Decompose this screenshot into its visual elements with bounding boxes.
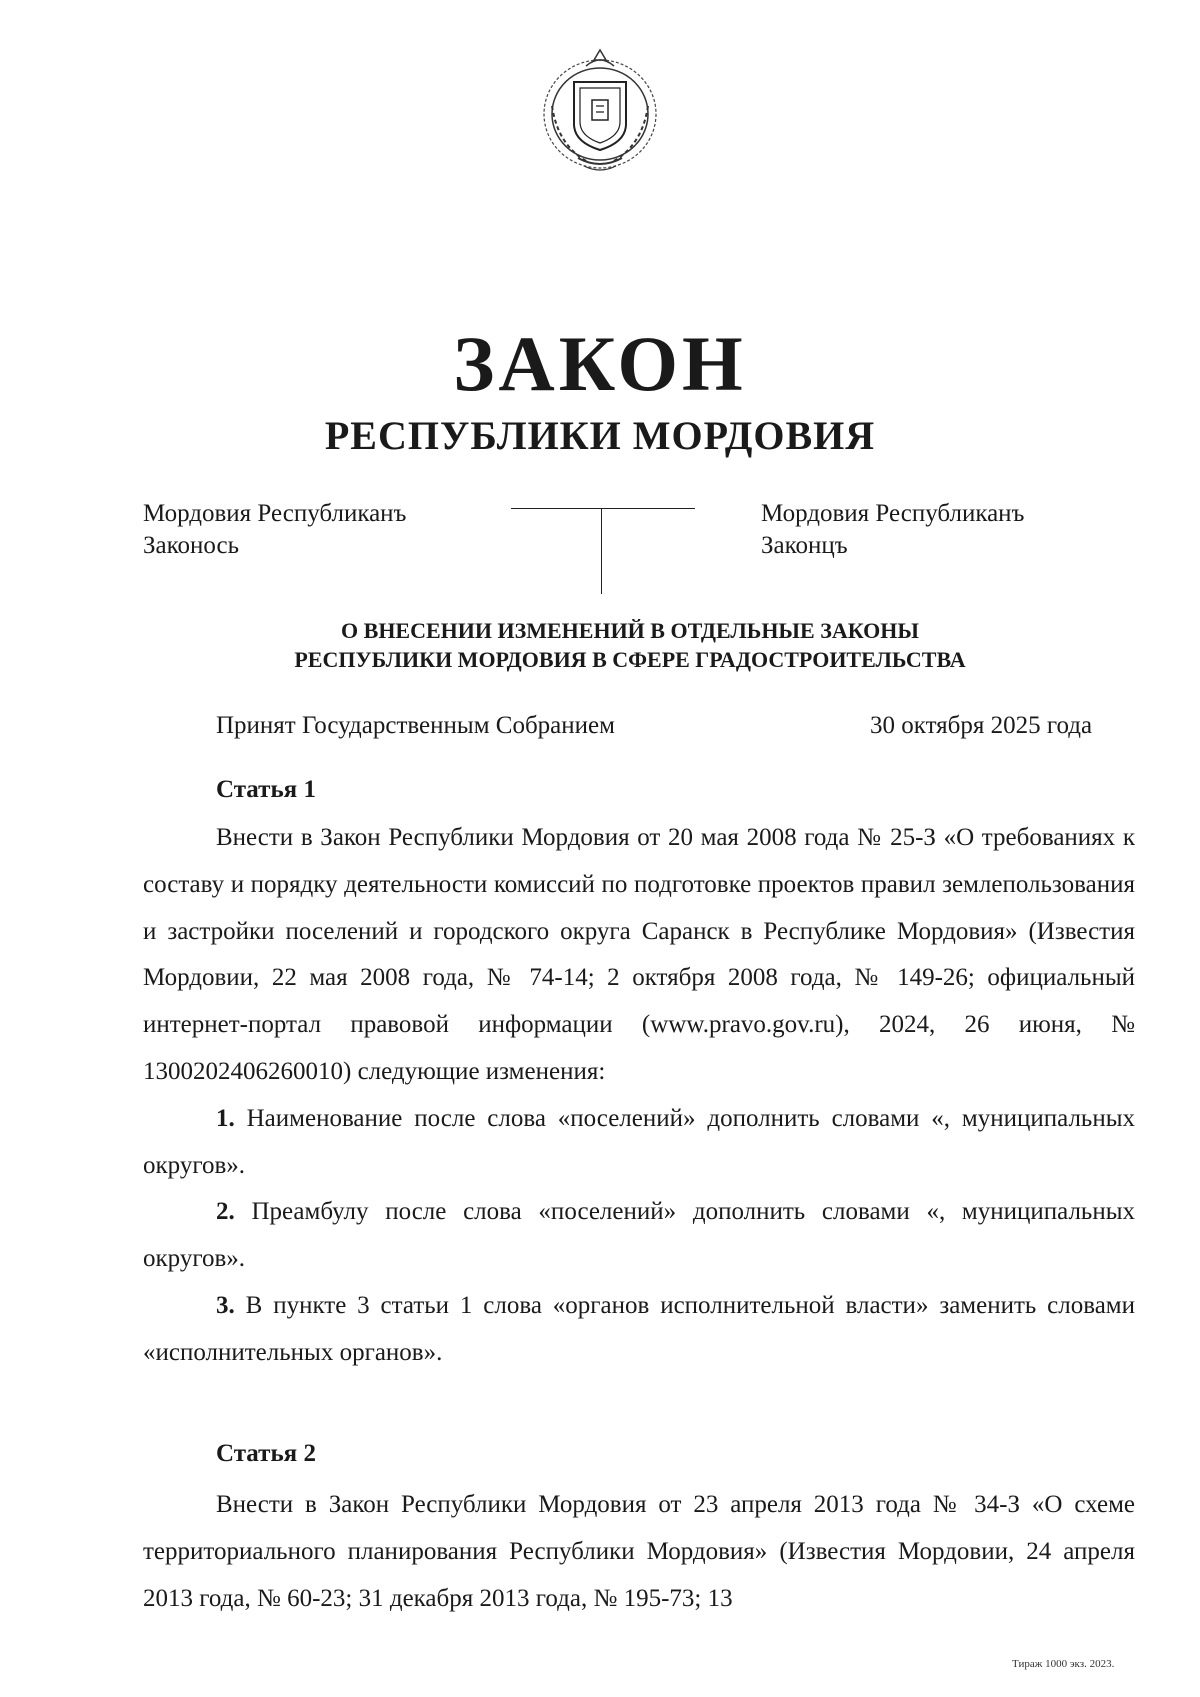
print-run-note: Тираж 1000 экз. 2023. — [1012, 1658, 1115, 1670]
coat-of-arms-emblem — [538, 46, 662, 178]
article-1-heading: Статья 1 — [216, 776, 316, 803]
article-1-item-1 — [143, 1096, 1135, 1190]
adopted-date: 30 октября 2025 года — [870, 712, 1093, 739]
item-number: 2. — [216, 1198, 235, 1226]
mordovian-title-left-line1: Мордовия Республиканъ — [143, 500, 407, 527]
article-1-item-2 — [143, 1189, 1135, 1283]
article-1-intro: Внести в Закон Республики Мордовия от 20 мая 2008 года № 25-З «О требованиях к составу и порядку деятельности комиссий по подготовке проектов правил землепользования и застройки поселений и городского округа Саранск в Республике Мордовия» (Известия Мордовии, 22 мая 2008 года, № 74-14; 2 октября 2008 года, № 149-26; официальный интернет-портал правовой информации (www.pravo.gov.ru), 2024, 26 июня, № 1300202406260010) следующие изменения: — [143, 824, 1135, 1085]
document-title-line2: РЕСПУБЛИКИ МОРДОВИЯ В СФЕРЕ ГРАДОСТРОИТЕЛЬСТВА — [294, 647, 966, 672]
mordovian-title-right-line2: Законцъ — [761, 532, 848, 559]
article-1-body — [143, 815, 1135, 1377]
adopted-by: Принят Государственным Собранием — [216, 712, 615, 739]
header-divider-vertical — [601, 508, 602, 594]
item-text: Наименование после слова «поселений» дополнить словами «, муниципальных округов». — [143, 1104, 1135, 1179]
mordovian-title-left-line2: Законось — [143, 532, 239, 559]
article-2-intro: Внести в Закон Республики Мордовия от 23 апреля 2013 года № 34-З «О схеме территориального планирования Республики Мордовия» (Известия Мордовии, 24 апреля 2013 года, № 60-23; 31 декабря 2013 года, № 195-73; 13 — [143, 1491, 1135, 1612]
header-divider-horizontal — [511, 508, 695, 509]
law-title: ЗАКОН — [453, 320, 747, 407]
article-1-item-3 — [143, 1283, 1135, 1377]
item-text: В пункте 3 статьи 1 слова «органов исполнительной власти» заменить словами «исполнительных органов». — [143, 1291, 1136, 1366]
article-2-body — [143, 1482, 1135, 1622]
article-2-heading: Статья 2 — [216, 1440, 316, 1467]
item-number: 3. — [216, 1291, 235, 1319]
mordovian-title-left — [143, 498, 407, 562]
document-title — [0, 616, 1200, 674]
law-subtitle: РЕСПУБЛИКИ МОРДОВИЯ — [324, 413, 876, 458]
item-number: 1. — [216, 1104, 235, 1132]
item-text: Преамбулу после слова «поселений» дополнить словами «, муниципальных округов». — [143, 1198, 1135, 1273]
mordovian-title-right — [761, 498, 1025, 562]
mordovian-title-right-line1: Мордовия Республиканъ — [761, 500, 1025, 527]
document-title-line1: О ВНЕСЕНИИ ИЗМЕНЕНИЙ В ОТДЕЛЬНЫЕ ЗАКОНЫ — [341, 618, 919, 643]
